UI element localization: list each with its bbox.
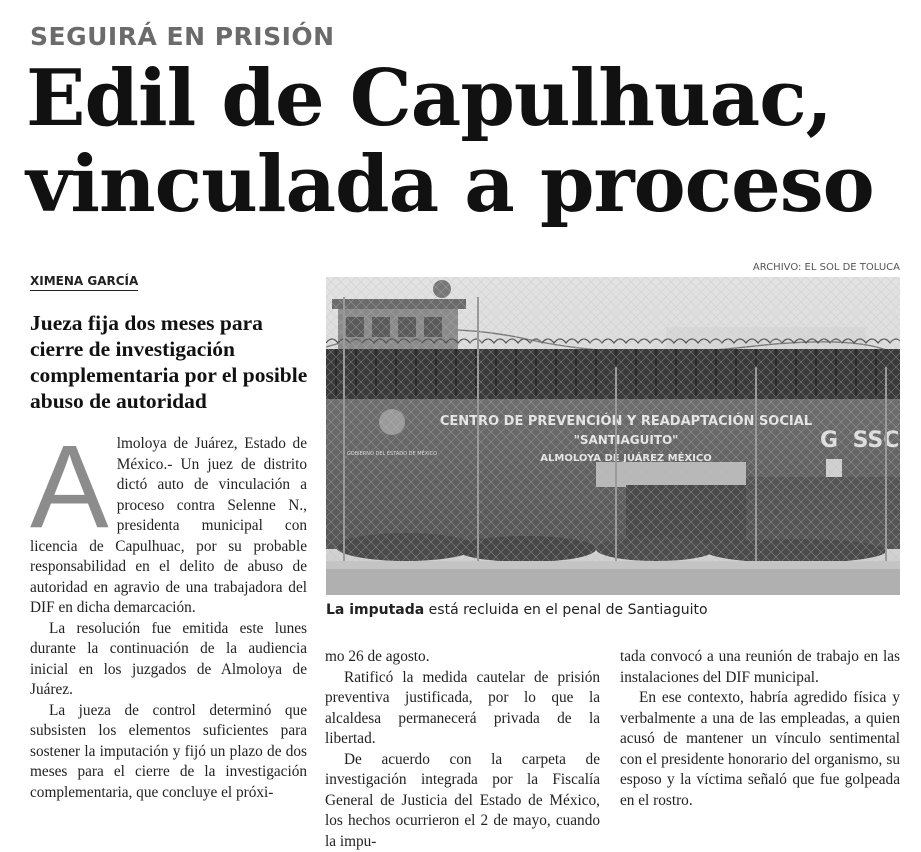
body-column-2 (325, 647, 600, 852)
paragraph-4: mo 26 de agosto. (325, 647, 600, 668)
deck: Jueza fija dos meses para cierre de investigación complementaria por el posible abuso de autoridad (30, 310, 312, 414)
paragraph-6: De acuerdo con la carpeta de investigación integrada por la Fiscalía General de Justicia del Estado de México, los hechos ocurrieron el 2 de mayo, cuando la impu- (325, 750, 600, 852)
caption-bold: La imputada (326, 602, 424, 618)
byline: XIMENA GARCÍA (30, 274, 138, 291)
body-column-3 (620, 647, 900, 811)
article-photo (326, 277, 900, 595)
paragraph-1-text: lmoloya de Juárez, Estado de México.- Un juez de distrito dictó auto de vinculación a proceso contra Selenne N., presidenta municipal con licencia de Capulhuac, por su probable responsabilidad en el delito de abuso de autoridad en agravio de una trabajadora del DIF en dicha demarcación. (30, 435, 307, 616)
kicker: SEGUIRÁ EN PRISIÓN (30, 22, 335, 51)
paragraph-8: En ese contexto, habría agredido física y verbalmente a una de las empleadas, a quien acusó de mantener un vínculo sentimental con el presidente honorario del organismo, su esposo y la víctima señaló que fue golpeada en el rostro. (620, 688, 900, 811)
body-column-1 (30, 434, 307, 803)
paragraph-5: Ratificó la medida cautelar de prisión preventiva justificada, por lo que la alcaldesa permanecerá privada de la libertad. (325, 668, 600, 750)
drop-cap: A (30, 440, 109, 534)
photo-caption (326, 602, 900, 618)
paragraph-2: La resolución fue emitida este lunes durante la continuación de la audiencia inicial en los juzgados de Almoloya de Juárez. (30, 619, 307, 701)
paragraph-1 (30, 434, 307, 619)
paragraph-7: tada convocó a una reunión de trabajo en las instalaciones del DIF municipal. (620, 647, 900, 688)
caption-text: está recluida en el penal de Santiaguito (424, 602, 707, 618)
headline: Edil de Capulhuac, vinculada a proceso (26, 56, 916, 228)
photo-credit: ARCHIVO: EL SOL DE TOLUCA (728, 262, 900, 273)
paragraph-3: La jueza de control determinó que subsisten los elementos suficientes para sostener la imputación y fijó un plazo de dos meses para el cierre de la investigación complementaria, que concluye el próxi- (30, 701, 307, 804)
